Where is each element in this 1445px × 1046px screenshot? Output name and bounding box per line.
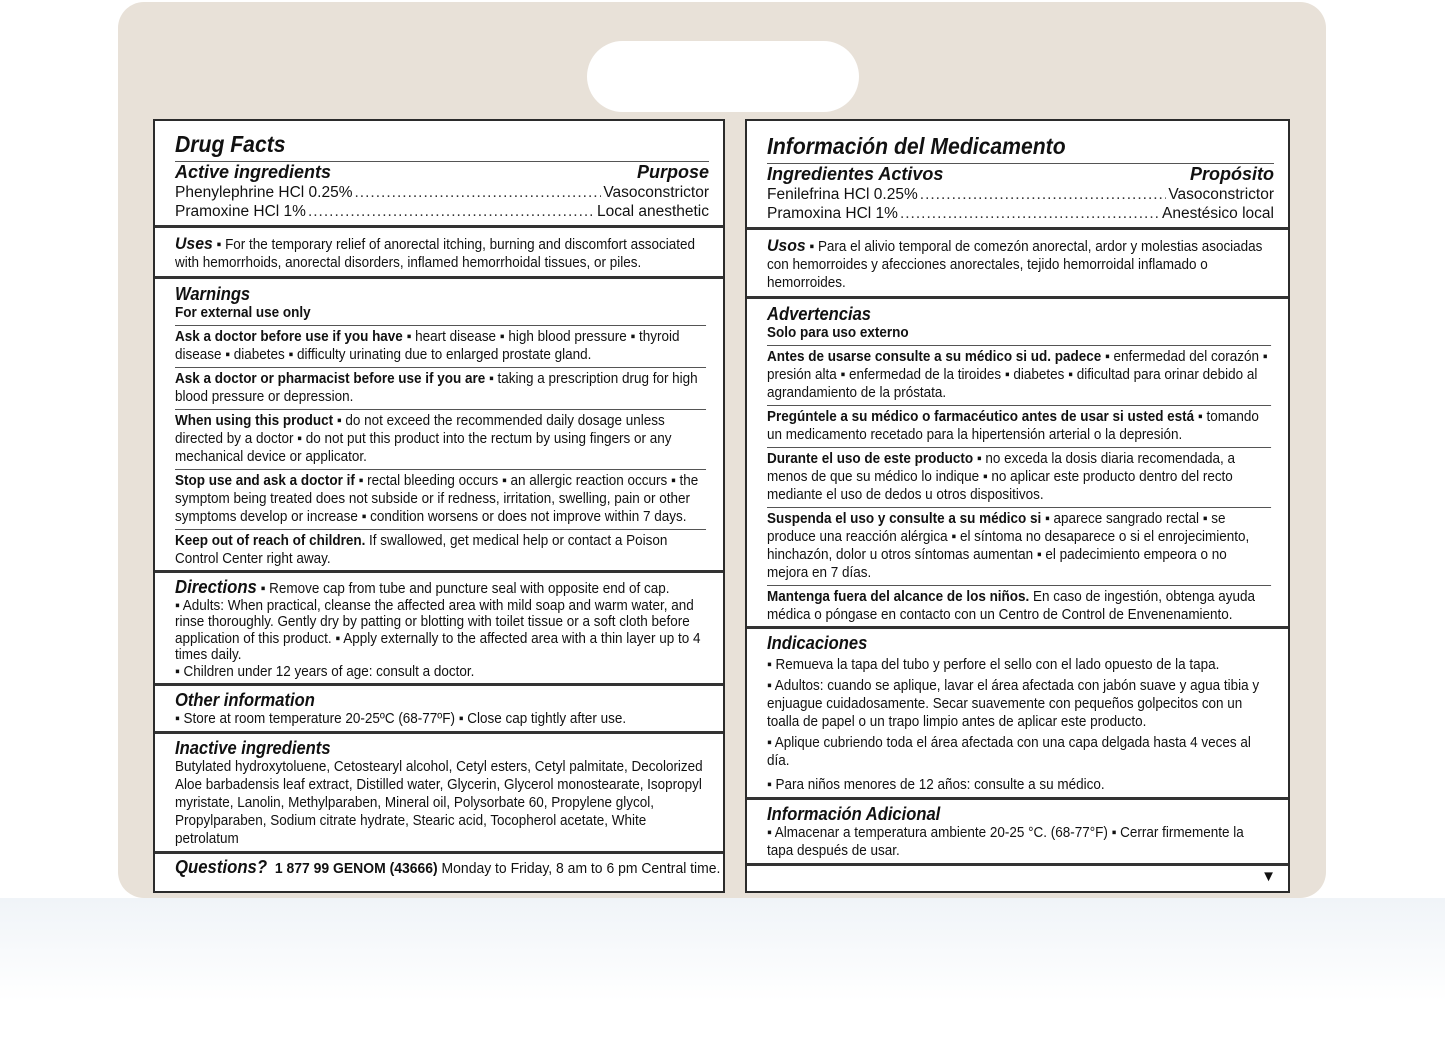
active-ingredients-section bbox=[155, 121, 723, 228]
questions-section: Questions? 1 877 99 GENOM (43666) Monday to Friday, 8 am to 6 pm Central time. bbox=[175, 857, 721, 877]
other-information-heading: Other information bbox=[175, 690, 315, 710]
uses-section: Usos ▪ Para el alivio temporal de comezón anorectal, ardor y molestias asociadas con hemorroides y afecciones anorectales, tejido hemorroidal inflamado o hemorroides. bbox=[747, 230, 1288, 299]
ingredient-row: Fenilefrina HCl 0.25% ..... Vasoconstrictor bbox=[767, 185, 1274, 204]
active-heading: Ingredientes Activos bbox=[767, 164, 944, 184]
uses-section: Uses ▪ For the temporary relief of anorectal itching, burning and discomfort associated with hemorrhoids, anorectal disorders, inflamed hemorrhoidal tissues, or piles. bbox=[155, 228, 723, 279]
other-information-section: Información Adicional ▪ Almacenar a temperatura ambiente 20-25 °C. (68-77°F) ▪ Cerrar firmemente la tapa después de usar. bbox=[747, 800, 1288, 866]
keep-out-warning: Mantenga fuera del alcance de los niños. En caso de ingestión, obtenga ayuda médica o póngase en contacto con un Centro de Control de Envenenamiento. bbox=[767, 585, 1272, 624]
uses-heading: Usos bbox=[767, 236, 806, 255]
directions-section: Indicaciones ▪ Remueva la tapa del tubo y perfore el sello con el lado opuesto de la tapa. ▪ Adultos: cuando se aplique, lavar el área afectada con jabón suave y agua tibia y enjuague cuidadosamente. Secar suavemente con pequeños golpecitos con un toalla de papel o un trapo limpio antes de aplicar este producto. ▪ Aplique cubriendo toda el área afectada con una capa delgada hasta 4 veces al día. ▪ Para niños menores de 12 años: consulte a su médico. bbox=[747, 629, 1288, 800]
when-using-warning: When using this product ▪ do not exceed the recommended daily dosage unless directed by a doctor ▪ do not put this product into the rectum by using fingers or any mechanical device or applicator. bbox=[175, 409, 706, 466]
warnings-heading: Advertencias bbox=[767, 304, 872, 324]
panel-title: Información del Medicamento bbox=[767, 133, 1066, 159]
when-using-warning: Durante el uso de este producto ▪ no exceda la dosis diaria recomendada, a menos de que su médico lo indique ▪ no aplicar este producto dentro del recto mediante el uso de dedos u otros dispositivos. bbox=[767, 447, 1272, 504]
ingredient-row: Phenylephrine HCl 0.25% ..... Vasoconstrictor bbox=[175, 183, 709, 202]
directions-heading: Indicaciones bbox=[767, 633, 868, 653]
ask-doctor-warning: Ask a doctor before use if you have ▪ heart disease ▪ high blood pressure ▪ thyroid disease ▪ diabetes ▪ difficulty urinating due to enlarged prostate gland. bbox=[175, 325, 706, 364]
purpose-heading: Purpose bbox=[636, 162, 709, 182]
directions-section: Directions ▪ Remove cap from tube and puncture seal with opposite end of cap. ▪ Adults: When practical, cleanse the affected area with mild soap and warm water, and rinse thoroughly. Gently dry by patting or blotting with toilet tissue or a soft cloth before application of this product. ▪ Apply externally to the affected area with a thin layer up to 4 times daily. ▪ Children under 12 years of age: consult a doctor. bbox=[155, 573, 723, 686]
card-reflection bbox=[118, 898, 1326, 1046]
active-ingredients-section bbox=[747, 121, 1288, 230]
ask-pharmacist-warning: Pregúntele a su médico o farmacéutico antes de usar si usted está ▪ tomando un medicamento recetado para la hipertensión arterial o la depresión. bbox=[767, 405, 1272, 444]
warnings-heading: Warnings bbox=[175, 284, 251, 304]
external-use-note: For external use only bbox=[175, 305, 311, 321]
other-information-heading: Información Adicional bbox=[767, 804, 941, 824]
ingredient-row: Pramoxine HCl 1% ..... Local anesthetic bbox=[175, 202, 709, 221]
external-use-note: Solo para uso externo bbox=[767, 325, 909, 341]
stop-use-warning: Suspenda el uso y consulte a su médico si ▪ aparece sangrado rectal ▪ se produce una reacción alérgica ▪ el síntoma no desaparece o si el enrojecimiento, hinchazón, dolor u otros síntomas aumentan ▪ el padecimiento empeora o no mejora en 7 días. bbox=[767, 507, 1272, 582]
keep-out-warning: Keep out of reach of children. If swallowed, get medical help or contact a Poison Control Center right away. bbox=[175, 529, 706, 568]
hang-hole bbox=[587, 41, 859, 112]
drug-facts-panel-english bbox=[153, 119, 725, 893]
ingredient-row: Pramoxina HCl 1% ..... Anestésico local bbox=[767, 204, 1274, 223]
active-heading: Active ingredients bbox=[175, 162, 332, 182]
inactive-ingredients-heading: Inactive ingredients bbox=[175, 738, 331, 758]
uses-heading: Uses bbox=[175, 234, 213, 253]
directions-heading: Directions bbox=[175, 577, 257, 597]
ask-doctor-warning: Antes de usarse consulte a su médico si ud. padece ▪ enfermedad del corazón ▪ presión alta ▪ enfermedad de la tiroides ▪ diabetes ▪ dificultad para orinar debido al agrandamiento de la próstata. bbox=[767, 345, 1272, 402]
drug-facts-panel-spanish bbox=[745, 119, 1290, 893]
warnings-section bbox=[747, 299, 1288, 629]
panel-title: Drug Facts bbox=[175, 131, 286, 157]
questions-phone: 1 877 99 GENOM (43666) bbox=[274, 860, 438, 877]
active-header bbox=[175, 161, 709, 183]
stop-use-warning: Stop use and ask a doctor if ▪ rectal bleeding occurs ▪ an allergic reaction occurs ▪ the symptom being treated does not subside or if redness, irritation, swelling, pain or other symptoms develop or increase ▪ condition worsens or does not improve within 7 days. bbox=[175, 469, 706, 526]
active-header bbox=[767, 163, 1274, 185]
inactive-ingredients-section: Inactive ingredients Butylated hydroxytoluene, Cetostearyl alcohol, Cetyl esters, Cetyl palmitate, Decolorized Aloe barbadensis leaf extract, Distilled water, Glycerin, Glycerol monostearate, Isopropyl myristate, Lanolin, Methylparaben, Mineral oil, Polysorbate 60, Propylene glycol, Propylparaben, Sodium citrate hydrate, Stearic acid, Tocopherol acetate, White petrolatum bbox=[155, 734, 723, 854]
continued-arrow-icon: ▼ bbox=[1261, 868, 1276, 885]
ask-pharmacist-warning: Ask a doctor or pharmacist before use if you are ▪ taking a prescription drug for high blood pressure or depression. bbox=[175, 367, 706, 406]
purpose-heading: Propósito bbox=[1190, 164, 1274, 184]
questions-label: Questions? bbox=[175, 857, 268, 877]
warnings-section bbox=[155, 279, 723, 573]
other-information-section: Other information ▪ Store at room temperature 20-25ºC (68-77ºF) ▪ Close cap tightly after use. bbox=[155, 686, 723, 734]
